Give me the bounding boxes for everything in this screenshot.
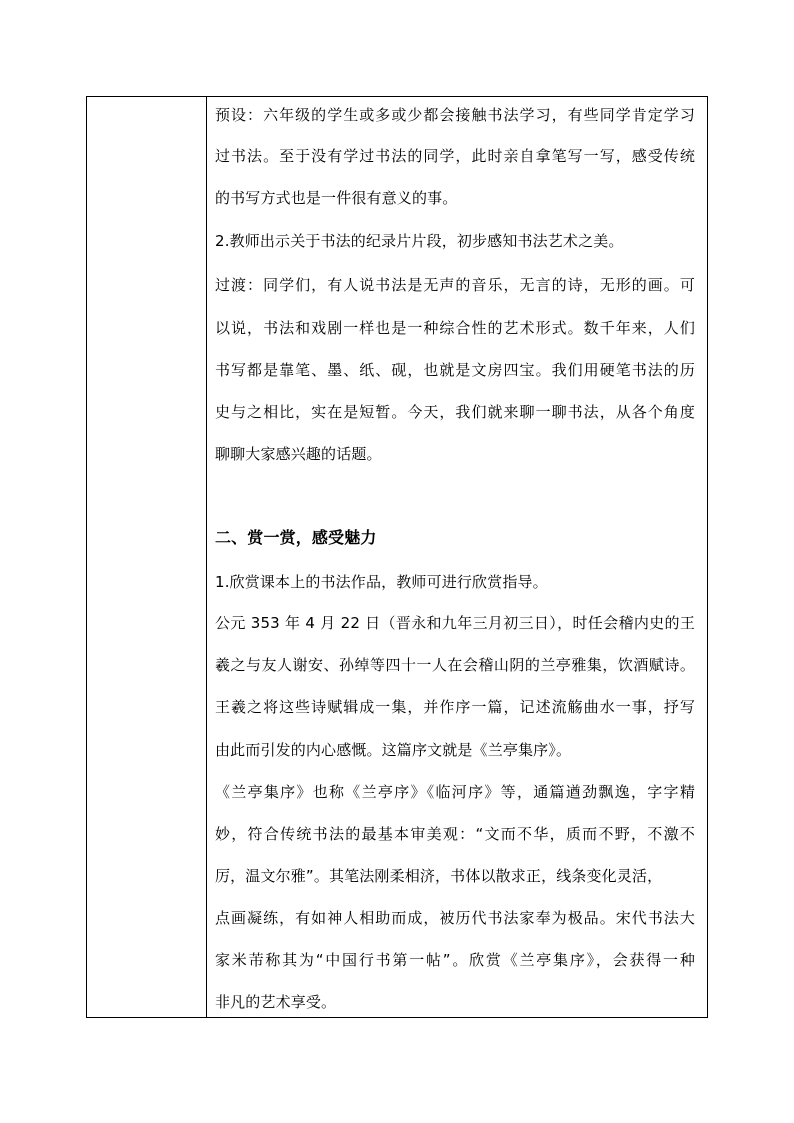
text-line: 书写都是靠笔、墨、纸、砚，也就是文房四宝。我们用硬笔书法的历 xyxy=(215,361,695,379)
text-line: 羲之与友人谢安、孙绰等四十一人在会稽山阴的兰亭雅集，饮酒赋诗。 xyxy=(215,656,695,674)
text-line: 的书写方式也是一件很有意义的事。 xyxy=(215,189,458,207)
lesson-table xyxy=(86,96,708,1018)
text-line: 2.教师出示关于书法的纪录片片段，初步感知书法艺术之美。 xyxy=(215,232,624,250)
text-line: 过书法。至于没有学过书法的同学，此时亲自拿笔写一写，感受传统 xyxy=(215,147,695,165)
text-line: 以说，书法和戏剧一样也是一种综合性的艺术形式。数千年来，人们 xyxy=(215,319,695,337)
text-line: 史与之相比，实在是短暂。今天，我们就来聊一聊书法，从各个角度 xyxy=(215,403,695,421)
text-line: 王羲之将这些诗赋辑成一集，并作序一篇，记述流觞曲水一事，抒写 xyxy=(215,698,695,716)
text-line: 非凡的艺术享受。 xyxy=(215,993,337,1011)
text-line: 过渡：同学们，有人说书法是无声的音乐，无言的诗，无形的画。可 xyxy=(215,276,695,294)
text-line: 预设：六年级的学生或多或少都会接触书法学习，有些同学肯定学习 xyxy=(215,106,695,124)
text-line: 由此而引发的内心感慨。这篇序文就是《兰亭集序》。 xyxy=(215,741,572,759)
text-line: 1.欣赏课本上的书法作品，教师可进行欣赏指导。 xyxy=(215,573,548,591)
text-line: 妙，符合传统书法的最基本审美观：“文而不华，质而不野，不激不 xyxy=(215,825,695,843)
table-content-cell xyxy=(207,97,707,1017)
table-left-cell xyxy=(87,97,207,1017)
text-line: 公元 353 年 4 月 22 日（晋永和九年三月初三日），时任会稽内史的王 xyxy=(215,614,695,632)
text-line: 家米芾称其为“中国行书第一帖”。欣赏《兰亭集序》，会获得一种 xyxy=(215,951,695,969)
text-line: 聊聊大家感兴趣的话题。 xyxy=(215,445,382,463)
section-heading: 二、赏一赏，感受魅力 xyxy=(215,528,377,547)
text-line: 《兰亭集序》也称《兰亭序》《临河序》等，通篇遒劲飘逸，字字精 xyxy=(215,783,695,801)
text-line: 点画凝练，有如神人相助而成，被历代书法家奉为极品。宋代书法大 xyxy=(215,909,695,927)
text-line: 厉，温文尔雅”。其笔法刚柔相济，书体以散求正，线条变化灵活， xyxy=(215,867,663,885)
